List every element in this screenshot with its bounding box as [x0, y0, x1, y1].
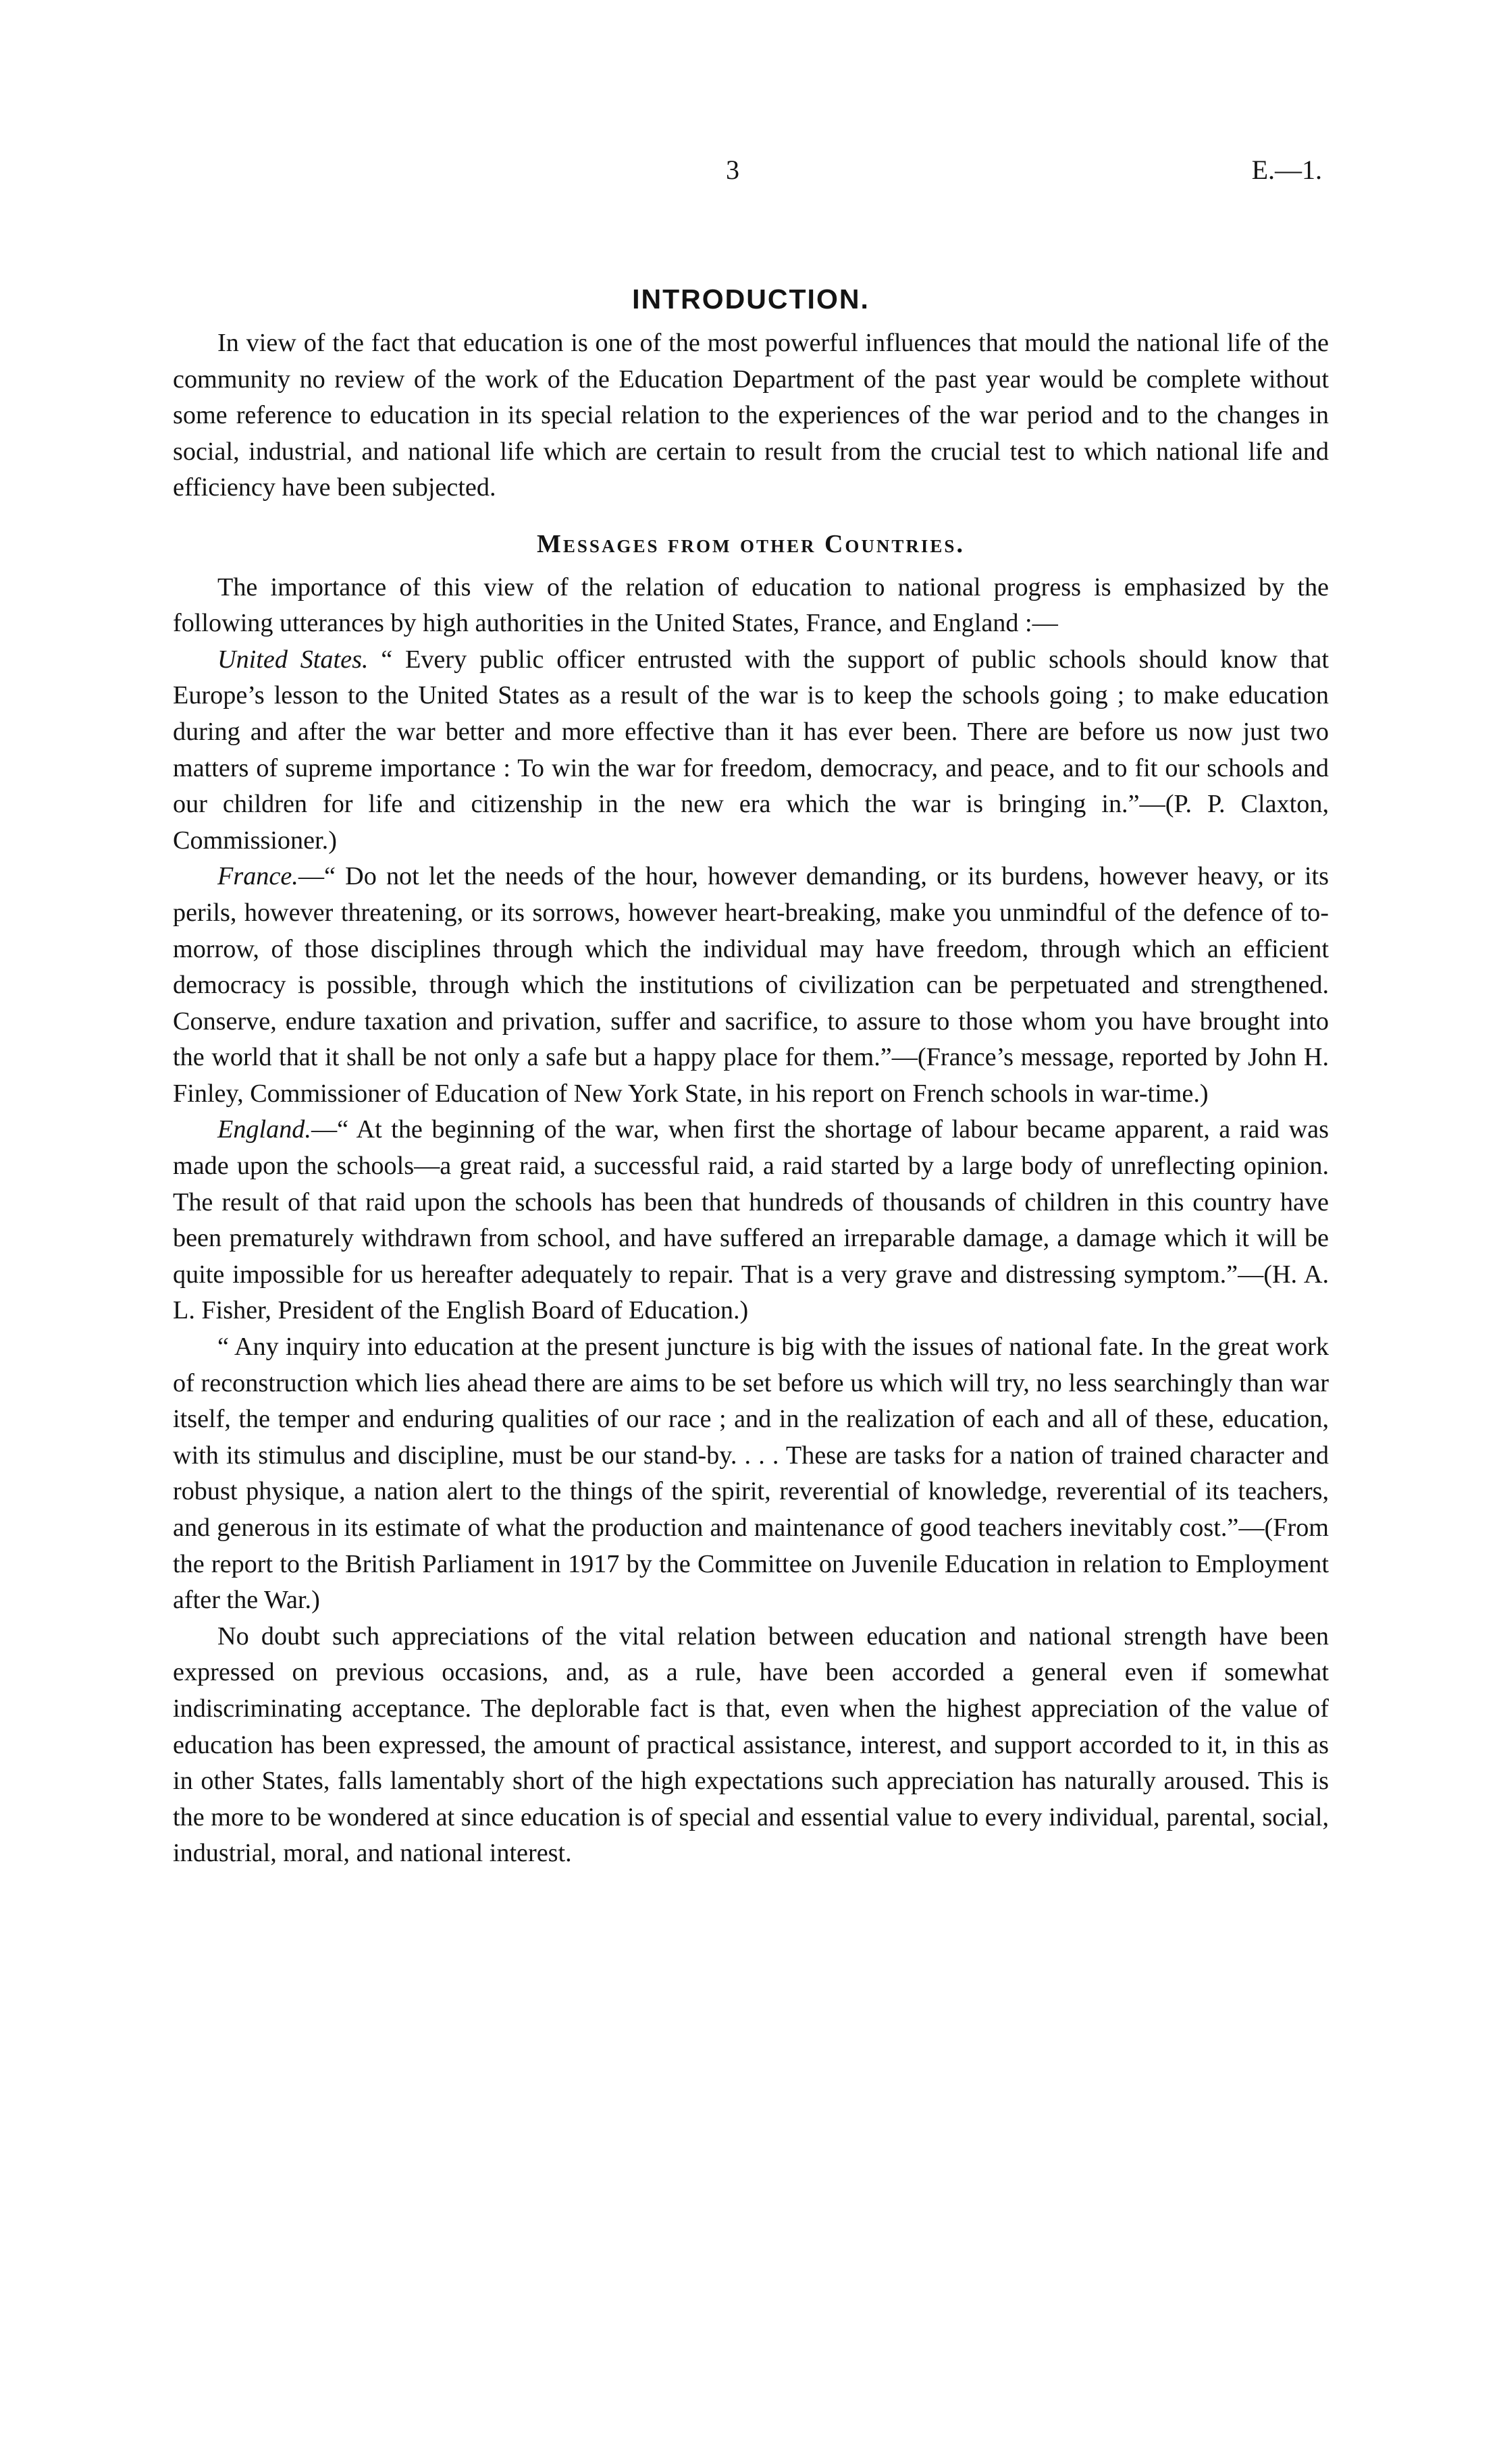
intro-paragraph: In view of the fact that education is one of the most powerful influences that mould the national life of the community no review of the work of the Education Department of the past year would be complete without some reference to education in its special relation to the experiences of the war period and to the changes in social, industrial, and national life which are certain to result from the crucial test to which national life and efficiency have been subjected. — [173, 329, 1329, 502]
closing-paragraph: No doubt such appreciations of the vital relation between education and national strength have been expressed on previous occasions, and, as a rule, have been accorded a general even if somewhat indiscriminating acceptance. The deplorable fact is that, even when the highest appreciation of the value of education has been expressed, the amount of practical assistance, interest, and support accorded to it, in this as in other States, falls lamentably short of the high expectations such appreciation has naturally aroused. This is the more to be wondered at since education is of special and essential value to every individual, parental, social, industrial, moral, and national interest. — [173, 1622, 1329, 1868]
message-england — [173, 1112, 1329, 1329]
message-text: —“ Do not let the needs of the hour, however demanding, or its burdens, however heavy, or its perils, however threatening, or its sorrows, however heart-breaking, make you unmindful of the defence of to-morrow, of those disciplines through which the individual may have freedom, through which an efficient democracy is possible, through which the institutions of civilization can be perpetuated and strengthened. Conserve, endure taxation and privation, suffer and sacrifice, to assure to those whom you have brought into the world that it shall be not only a safe but a happy place for them.”—(France’s message, reported by John H. Finley, Commissioner of Education of New York State, in his report on French schools in war-time.) — [173, 862, 1329, 1108]
page-number: 3 — [726, 155, 739, 185]
country-label: United States. — [217, 645, 369, 674]
inquiry-paragraph: “ Any inquiry into education at the present juncture is big with the issues of national fate. In the great work of reconstruction which lies ahead there are aims to be set before us which will try, no less searchingly than war itself, the temper and enduring qualities of our race ; and in the realization of each and all of these, education, with its stimulus and discipline, must be our stand-by. . . . These are tasks for a nation of trained character and robust physique, a nation alert to the things of the spirit, reverential of knowledge, reverential of its teachers, and generous in its estimate of what the production and maintenance of good teachers inevitably cost.”—(From the report to the British Parliament in 1917 by the Committee on Juvenile Education in relation to Employment after the War.) — [173, 1333, 1329, 1615]
country-label: England. — [217, 1115, 311, 1144]
country-label: France. — [217, 862, 298, 891]
document-body — [173, 282, 1329, 1872]
message-text: —“ At the beginning of the war, when first the shortage of labour became apparent, a raid was made upon the schools—a great raid, a successful raid, a raid started by a large body of unreflecting opinion. The result of that raid upon the schools has been that hundreds of thousands of children in this country have been prematurely withdrawn from school, and have suffered an irreparable damage, a damage which it will be quite impossible for us hereafter adequately to repair. That is a very grave and distressing symptom.”—(H. A. L. Fisher, President of the English Board of Education.) — [173, 1115, 1329, 1325]
message-france — [173, 859, 1329, 1112]
message-text: “ Every public officer entrusted with the support of public schools should know that Europe’s lesson to the United States as a result of the war is to keep the schools going ; to make education during and after the war better and more effective than it has ever been. There are before us now just two matters of supreme importance : To win the war for freedom, democracy, and peace, and to fit our schools and our children for life and citizenship in the new era which the war is bringing in.”—(P. P. Claxton, Commissioner.) — [173, 645, 1329, 855]
page-header — [0, 154, 1499, 194]
document-reference: E.—1. — [1251, 155, 1322, 185]
messages-intro-paragraph: The importance of this view of the relation of education to national progress is emphasized by the following utterances by high authorities in the United States, France, and England :— — [173, 572, 1329, 638]
message-united-states — [173, 642, 1329, 859]
document-title: INTRODUCTION. — [632, 284, 870, 315]
section-heading: Messages from other Countries. — [537, 529, 965, 558]
